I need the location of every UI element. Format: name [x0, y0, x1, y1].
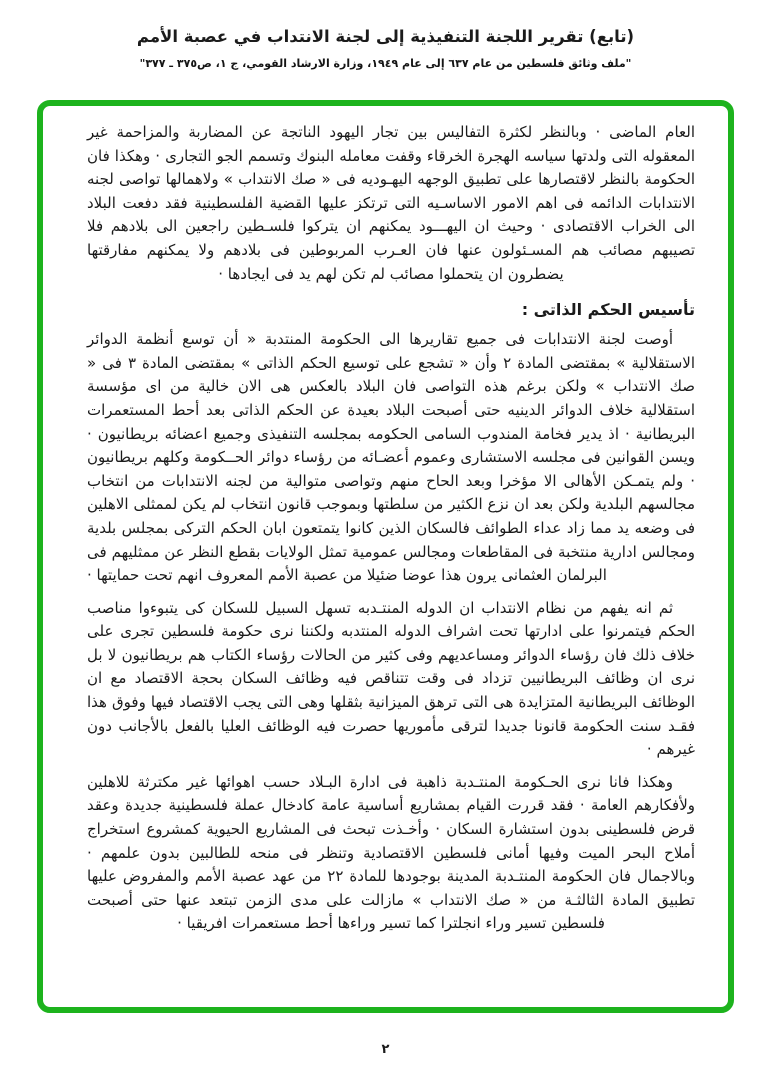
- content-border-box: [37, 100, 734, 1013]
- paragraph-mandates-commission: أوصت لجنة الانتدابات فى جميع تقاريرها الى الحكومة المنتدبة « أن توسع أنظمة الدوائر الاستقلالية » بمقتضى المادة ٢ وأن « تشجع على توسيع الحكم الذاتى » بمقتضى المادة ٣ فى « صك الانتداب » ولكن برغم هذه التواصى فان البلاد بالعكس هى الان خالية من اى مؤسسة استقلالية خلاف الدوائر الدينيه حتى أصبحت البلاد بعيدة عن الحكم الذاتى بعد أحط المستعمرات البريطانية · اذ يدير فخامة المندوب السامى الحكومه بمجلسه التنفيذى وجميع اعضائه بريطانيون · ويسن القوانين فى مجلسه الاستشارى وعموم أعضـائه من رؤساء دوائر الحــكومة وكلهم بريطانيون · ولم يتمـكن الأهالى الا مؤخرا وبعد الحاح منهم وتواصى متوالية من لجنه الانتدابات من انتخاب مجالسهم البلدية ولكن بعد ان نزع الكثير من سلطتها وبموجب قانون انتخاب لم يكن لممثلى الاهلين فى وضعه يد مما زاد عداء الطوائف فالسكان الذين كانوا يتمتعون ابان الحكم التركى بمجلس بلدية ومجالس ادارية منتخبة فى المقاطعات ومجالس عمومية تمثل الولايات بقطع النظر عن ممثليهم فى البرلمان العثمانى يرون هذا عوضا ضئيلا من عصبة الأمم المعروف انهم تحت حمايتها ·: [87, 330, 696, 585]
- paragraph-mandate-system: ثم انه يفهم من نظام الانتداب ان الدوله المنتـدبه تسهل السبيل للسكان كى يتبوءوا مناصب الحكم فيتمرنوا على ادارتها تحت اشراف الدوله المنتدبه ولكننا نرى حكومة فلسطين تجرى على خلاف ذلك فان رؤساء الدوائر ومساعديهم وفى كثير من الحالات رؤساء الكتاب هم بريطانيون لا بل نرى ان وظائف البريطانيين تزداد فى وقت تتناقص فيه وظائف السكان بحجة الاقتصاد مع ان الوظائف البريطانية المتزايدة هى التى ترهق الميزانية بثقلها وهى التى يجب الاقتصاد فيها وفوق هذا فقـد سنت الحكومة قانونا جديدا لترقى مأموريها حصرت فيه الوظائف العليا بالفعل بالأجانب دون غيرهم ·: [87, 598, 695, 759]
- document-title: (تابع) تقرير اللجنة التنفيذية إلى لجنة الانتداب في عصبة الأمم: [136, 27, 635, 46]
- document-body: [87, 121, 695, 936]
- document-source-citation: "ملف وثائق فلسطين من عام ٦٣٧ إلى عام ١٩٤٩، وزارة الارشاد القومي، ج ١، ص٣٧٥ ـ ٣٧٧": [139, 56, 632, 70]
- page-number: ٢: [381, 1042, 390, 1057]
- document-header: [0, 0, 771, 70]
- section-heading-self-government: تأسيس الحكم الذاتى :: [521, 300, 695, 320]
- paragraph-continuation: العام الماضى · وبالنظر لكثرة التفاليس بين تجار اليهود الناتجة عن المضاربة والمزاحمة غير المعقوله التى ولدتها سياسه الهجرة الخرقاء وقفت معامله البنوك وتسمم الجو التجارى · وهكذا فان الحكومة بالنظر لاقتصارها على تطبيق الوجهه اليهـوديه فى « صك الانتداب » ولاهمالها تواصى لجنه الانتدابات الدائمه فى اهم الامور الاساسـيه التى ترتكز عليها القضية الفلسطينية فقد دفعت البلاد الى الخراب الاقتصادى · وحيث ان اليهـــود يمكنهم ان يتركوا فلسـطين راجعين الى بلادهم فلا تصيبهم مصائب هم المسـئولون عنها فان العـرب المربوطين فى بلادهم ولا يمكنهم مفارقتها يضطرون ان يتحملوا مصائب لم تكن لهم يد فى ايجادها ·: [87, 123, 695, 283]
- page-footer: [0, 1038, 771, 1057]
- paragraph-mandatory-government: وهكذا فانا نرى الحـكومة المنتـدبة ذاهبة فى ادارة البـلاد حسب اهوائها غير مكترثة للاهلين ولأفكارهم العامة · فقد قررت القيام بمشاريع أساسية عامة كادخال عملة فلسطينية جديدة وعقد قرض فلسطينى بدون استشارة السكان · وأخـذت تبحث فى المشاريع الحيوية كمشروع استخراج أملاح البحر الميت وفيها أمانى فلسطين الاقتصادية وتنظر فى منحه للطالبين بدون علمهم · وبالاجمال فان الحكومة المنتـدبة المدينة بوجودها للمادة ٢٢ من عهد عصبة الأمم والمفروض عليها تطبيق المادة الثالثـة من « صك الانتداب » مازالت على مدى الزمن تبتعد عنها حتى أصبحت فلسطين تسير وراء انجلترا كما تسير وراءها أحط مستعمرات افريقيا ·: [87, 772, 696, 933]
